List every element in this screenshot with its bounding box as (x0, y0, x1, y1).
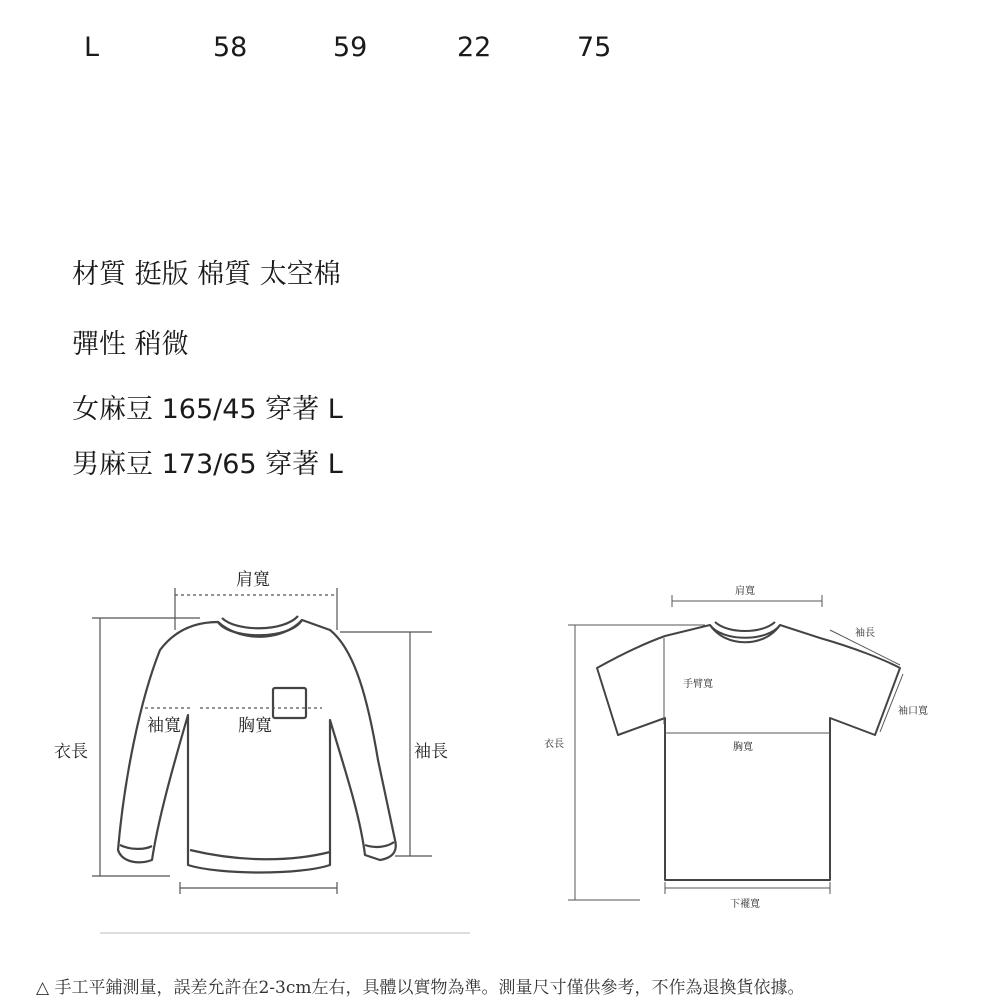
sweater-size-diagram (0, 560, 490, 940)
sweater-pocket (273, 688, 306, 718)
tshirt-arm-width-label: 手臂寬 (683, 679, 713, 690)
size-label: L (84, 32, 100, 63)
sweater-shoulder-label: 肩寬 (236, 570, 270, 590)
tshirt-hem-width-label: 下襬寬 (730, 899, 760, 910)
sweater-sleeve-length-label: 袖長 (414, 742, 448, 762)
elasticity-line: 彈性 稍微 (72, 329, 189, 360)
tshirt-chest-label: 胸寬 (733, 742, 753, 753)
female-model-line: 女麻豆 165/45 穿著 L (72, 394, 343, 425)
size-value-4: 75 (577, 32, 612, 63)
size-value-3: 22 (457, 32, 492, 63)
male-model-line: 男麻豆 173/65 穿著 L (72, 449, 343, 480)
sweater-outline (118, 620, 396, 873)
tshirt-sleeve-length-label: 袖長 (855, 628, 875, 639)
size-value-1: 58 (213, 32, 248, 63)
material-line: 材質 挺版 棉質 太空棉 (72, 259, 341, 290)
tshirt-size-diagram (530, 570, 950, 920)
tshirt-length-label: 衣長 (544, 739, 564, 750)
tshirt-cuff-width-label: 袖口寬 (898, 706, 928, 717)
measurement-footnote: △ 手工平鋪測量，誤差允許在2-3cm左右，具體以實物為準。測量尺寸僅供參考，不作為退換貨依據。 (36, 978, 805, 998)
sweater-length-label: 衣長 (54, 742, 88, 762)
sweater-chest-label: 胸寬 (238, 716, 272, 736)
size-value-2: 59 (333, 32, 368, 63)
sweater-sleeve-width-label: 袖寬 (147, 716, 181, 736)
tshirt-shoulder-label: 肩寬 (735, 586, 755, 597)
